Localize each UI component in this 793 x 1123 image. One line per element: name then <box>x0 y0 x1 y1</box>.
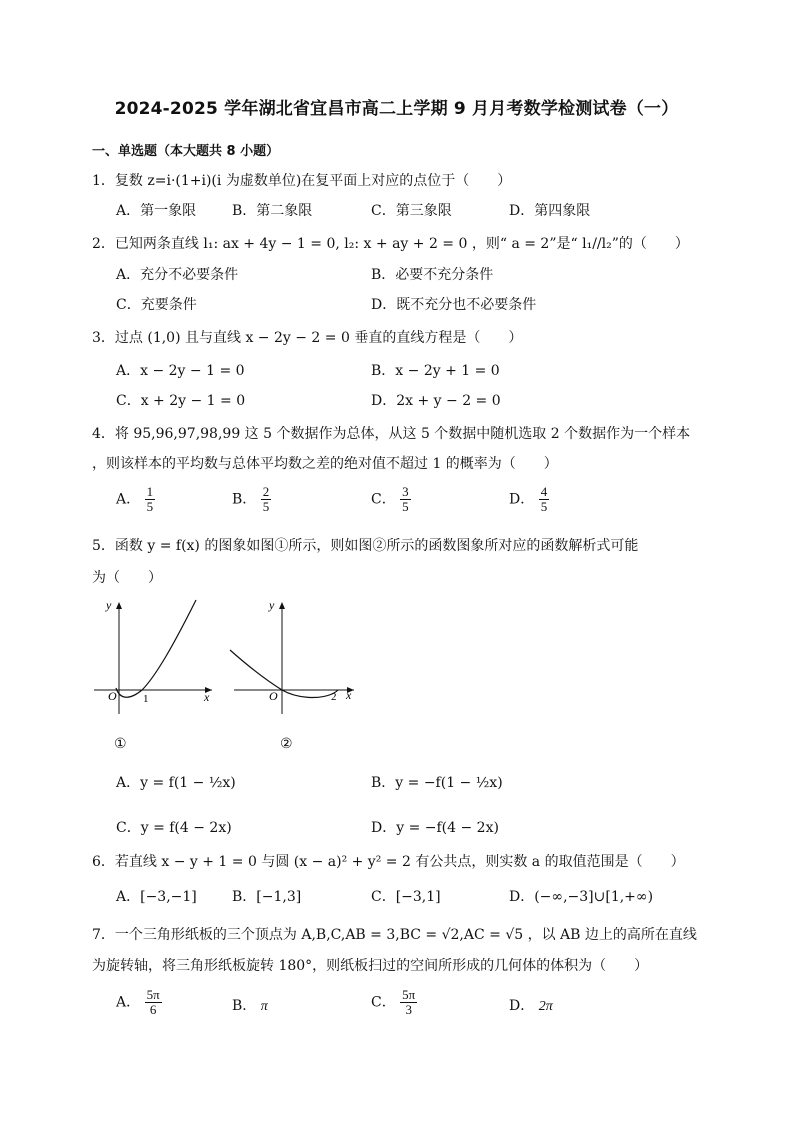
q1-option-b: B．第二象限 <box>232 203 313 219</box>
q4-option-b-label: B． <box>232 491 257 508</box>
q7-option-c-label: C． <box>371 994 396 1011</box>
question-1-stem: 1．复数 z=i·(1+i)(i 为虚数单位)在复平面上对应的点位于（ ） <box>92 173 512 189</box>
q2-option-d: D．既不充分也不必要条件 <box>371 297 537 313</box>
q3-option-a: A．x − 2y − 1 = 0 <box>116 363 245 379</box>
x-label: x <box>346 688 352 702</box>
q7-option-b-label: B． <box>232 998 257 1014</box>
denominator: 3 <box>405 1002 412 1017</box>
tick-label: 2 <box>331 691 337 703</box>
q5-option-d: D．y = −f(4 − 2x) <box>371 820 499 836</box>
q3-option-b: B．x − 2y + 1 = 0 <box>371 363 500 379</box>
numerator: 3 <box>402 484 409 499</box>
q4-option-d-label: D． <box>509 491 535 508</box>
q7-option-d-value: 2π <box>538 999 553 1014</box>
q7-option-b <box>232 995 268 1015</box>
denominator: 5 <box>402 499 409 514</box>
question-4-stem-line2: ，则该样本的平均数与总体平均数之差的绝对值不超过 1 的概率为（ ） <box>92 456 558 472</box>
question-5-stem-line1: 5．函数 y = f(x) 的图象如图①所示，则如图②所示的函数图象所对应的函数解析式可能 <box>92 538 639 554</box>
fraction <box>145 485 156 514</box>
q4-option-b <box>232 485 271 514</box>
numerator: 2 <box>262 484 270 499</box>
question-6-stem: 6．若直线 x − y + 1 = 0 与圆 (x − a)² + y² = 2 有公共点，则实数 a 的取值范围是（ ） <box>92 854 685 870</box>
q6-option-d: D．(−∞,−3]∪[1,+∞) <box>509 889 654 905</box>
denominator: 5 <box>540 499 548 514</box>
origin-label: O <box>108 689 117 703</box>
figure-2-caption: ② <box>280 736 293 752</box>
q7-option-d <box>509 995 553 1015</box>
numerator: 5π <box>146 987 160 1002</box>
fraction <box>539 485 550 514</box>
y-label: y <box>269 598 275 612</box>
q4-option-a <box>116 485 155 514</box>
y-label: y <box>106 598 112 612</box>
fraction <box>261 485 272 514</box>
denominator: 5 <box>262 499 270 514</box>
denominator: 5 <box>146 499 154 514</box>
x-label: x <box>204 690 210 704</box>
question-7-stem-line2: 为旋转轴，将三角形纸板旋转 180°，则纸板扫过的空间所形成的几何体的体积为（ ） <box>92 958 649 974</box>
q1-option-c: C．第三象限 <box>371 203 452 219</box>
q5-option-a: A．y = f(1 − ½x) <box>116 775 236 791</box>
q4-option-c <box>371 485 411 514</box>
denominator: 6 <box>149 1002 157 1017</box>
tick-label: 1 <box>143 693 149 705</box>
q7-option-a-label: A． <box>116 994 141 1011</box>
q7-option-c <box>371 988 417 1017</box>
origin-label: O <box>269 689 278 703</box>
q1-option-d: D．第四象限 <box>509 203 591 219</box>
q6-option-a: A．[−3,−1] <box>116 889 197 905</box>
fraction <box>400 988 417 1017</box>
q6-option-b: B．[−1,3] <box>232 889 302 905</box>
function-curve <box>116 600 196 697</box>
q7-option-b-value: π <box>260 999 268 1014</box>
question-2-stem: 2．已知两条直线 l₁: ax + 4y − 1 = 0, l₂: x + ay + 2 = 0 ，则“ a = 2”是“ l₁//l₂”的（ ） <box>92 236 689 252</box>
q2-option-a: A．充分不必要条件 <box>116 267 239 283</box>
y-axis-arrow-icon <box>279 602 285 609</box>
question-7-stem-line1: 7．一个三角形纸板的三个顶点为 A,B,C,AB = 3,BC = √2,AC = √5 ，以 AB 边上的高所在直线 <box>92 927 697 943</box>
numerator: 5π <box>402 987 416 1002</box>
q2-option-b: B．必要不充分条件 <box>371 267 494 283</box>
q3-option-d: D．2x + y − 2 = 0 <box>371 393 501 409</box>
q4-option-d <box>509 485 549 514</box>
question-3-stem: 3．过点 (1,0) 且与直线 x − 2y − 2 = 0 垂直的直线方程是（ ） <box>92 330 523 346</box>
q4-option-c-label: C． <box>371 491 396 508</box>
q5-option-b: B．y = −f(1 − ½x) <box>371 775 503 791</box>
figure-2-graph <box>226 596 360 716</box>
numerator: 1 <box>146 484 154 499</box>
fraction <box>400 485 411 514</box>
fraction <box>145 988 162 1017</box>
q6-option-c: C．[−3,1] <box>371 889 441 905</box>
q2-option-c: C．充要条件 <box>116 297 197 313</box>
y-axis-arrow-icon <box>116 602 122 609</box>
question-5-stem-line2: 为（ ） <box>92 570 162 586</box>
numerator: 4 <box>540 484 548 499</box>
q7-option-d-label: D． <box>509 998 535 1014</box>
q7-option-a <box>116 988 162 1017</box>
page-title: 2024-2025 学年湖北省宜昌市高二上学期 9 月月考数学检测试卷（一） <box>114 99 679 119</box>
q4-option-a-label: A． <box>116 491 141 508</box>
q1-option-a: A．第一象限 <box>116 203 197 219</box>
q3-option-c: C．x + 2y − 1 = 0 <box>116 393 246 409</box>
figure-1-caption: ① <box>114 736 127 752</box>
question-4-stem-line1: 4．将 95,96,97,98,99 这 5 个数据作为总体，从这 5 个数据中随机选取 2 个数据作为一个样本 <box>92 426 691 442</box>
q5-option-c: C．y = f(4 − 2x) <box>116 820 232 836</box>
section-heading: 一、单选题（本大题共 8 小题） <box>92 144 280 159</box>
figure-1-graph <box>90 596 220 716</box>
